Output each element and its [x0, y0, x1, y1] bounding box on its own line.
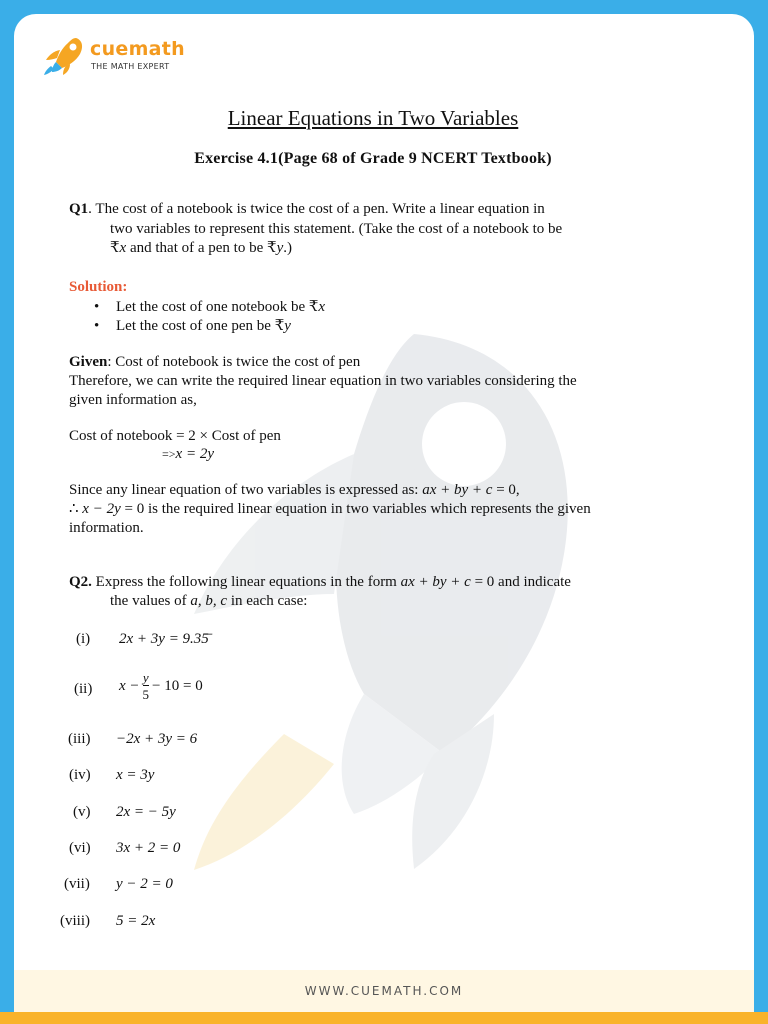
q2-label: Q2.	[69, 574, 92, 590]
q1-var-x: x	[119, 240, 127, 256]
q2-text-1: Express the following linear equations in the form	[91, 574, 401, 590]
q2-item-6-eq: 3x + 2 = 0	[116, 840, 181, 856]
q2-item-4-num: (iv)	[69, 767, 91, 783]
therefore-symbol: ∴	[69, 501, 79, 517]
q2-item-8-num: (viii)	[60, 913, 90, 929]
bullet-1-var: x	[318, 299, 326, 315]
q2-form-equation: ax + by + c	[400, 574, 471, 590]
q2-item-7-num: (vii)	[64, 876, 90, 892]
since-line	[69, 481, 520, 500]
q1-text-3: and that of a pen to be ₹	[126, 240, 277, 256]
q2-item-4-eq: x = 3y	[116, 767, 155, 783]
q2-item-5-eq: 2x = − 5y	[116, 804, 176, 820]
q2-item-1-eq: 2x + 3y = 9.35̄	[119, 631, 209, 647]
page-title: Linear Equations in Two Variables	[227, 106, 519, 130]
q2-item-2-num: (ii)	[74, 681, 93, 697]
q1-line-2: two variables to represent this statement. (Take the cost of a notebook to be	[110, 221, 563, 237]
given-text: : Cost of notebook is twice the cost of pen	[107, 354, 361, 370]
conclusion-equation: x − 2y	[82, 501, 121, 517]
conclusion-line-1	[69, 500, 591, 519]
q2-item-8-eq: 5 = 2x	[116, 913, 156, 929]
conclusion-line-2: information.	[69, 520, 144, 536]
since-equation: ax + by + c	[422, 482, 493, 498]
q1-label: Q1	[69, 201, 89, 217]
fraction-numerator: y	[142, 670, 149, 685]
q2-item-5-num: (v)	[73, 804, 91, 820]
q2-text-2: the values of	[110, 593, 191, 609]
q1-line-1	[69, 200, 545, 219]
bullet-1-text: Let the cost of one notebook be ₹	[116, 299, 319, 315]
item-2-fraction	[143, 670, 150, 702]
q2-item-3-eq: −2x + 3y = 6	[116, 731, 198, 747]
q1-text-3-end: .)	[283, 240, 292, 256]
q2-text-1-end: = 0 and indicate	[470, 574, 571, 590]
therefore-line-1: Therefore, we can write the required linear equation in two variables considering the	[69, 373, 577, 389]
fraction-denominator: 5	[142, 687, 150, 702]
equation-line-1: Cost of notebook = 2 × Cost of pen	[69, 428, 281, 444]
item-2-pre: x −	[119, 677, 140, 694]
solution-bullet-2	[116, 317, 291, 336]
exercise-subtitle: Exercise 4.1(Page 68 of Grade 9 NCERT Textbook)	[194, 150, 552, 167]
q2-item-3-num: (iii)	[68, 731, 91, 747]
equation-x-2y: x = 2y	[175, 446, 214, 462]
solution-label: Solution:	[69, 279, 128, 295]
given-label: Given	[69, 354, 108, 370]
q2-item-6-num: (vi)	[69, 840, 91, 856]
q2-text-2-end: in each case:	[227, 593, 308, 609]
top-border	[0, 0, 768, 14]
document-content	[14, 14, 754, 970]
brand-name: cuemath	[90, 38, 186, 60]
implies-arrow: =>	[162, 447, 176, 461]
q1-line-3	[110, 239, 292, 258]
solution-bullet-1	[116, 298, 325, 317]
q2-line-2	[110, 592, 307, 611]
since-text-end: = 0,	[492, 482, 520, 498]
conclusion-text: = 0 is the required linear equation in two variables which represents the given	[120, 501, 591, 517]
q1-var-y: y	[276, 240, 284, 256]
equation-line-2	[162, 445, 214, 464]
q1-rupee-1: ₹	[110, 240, 120, 256]
q1-text-1: . The cost of a notebook is twice the cost of a pen. Write a linear equation in	[88, 201, 545, 217]
bullet-2-var: y	[284, 318, 291, 334]
q2-item-7-eq: y − 2 = 0	[116, 876, 173, 892]
q2-item-2-eq	[119, 664, 203, 708]
brand-tagline: THE MATH EXPERT	[91, 62, 170, 71]
footer-url: WWW.CUEMATH.COM	[304, 984, 464, 998]
bottom-border	[0, 1012, 768, 1024]
therefore-line-2: given information as,	[69, 392, 197, 408]
since-text: Since any linear equation of two variables is expressed as:	[69, 482, 423, 498]
q2-line-1	[69, 573, 571, 592]
q2-item-1-num: (i)	[76, 631, 91, 647]
given-line	[69, 353, 360, 372]
document-page	[14, 14, 754, 1012]
bullet-2-text: Let the cost of one pen be ₹	[116, 318, 285, 334]
item-2-post: − 10 = 0	[152, 677, 203, 694]
q2-vars: a, b, c	[190, 593, 228, 609]
